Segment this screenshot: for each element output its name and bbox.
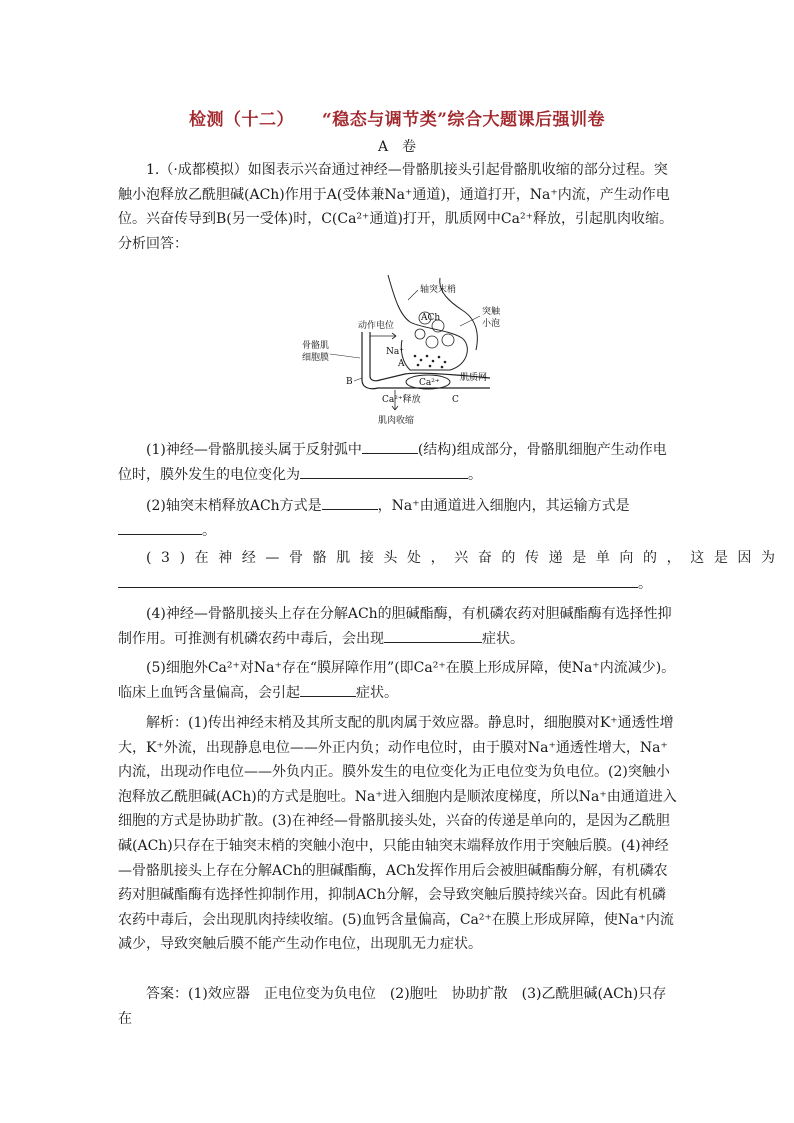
q2-blank-2[interactable] bbox=[118, 520, 202, 535]
action-potential-label: 动作电位 bbox=[358, 321, 395, 331]
sodium-label: Na⁺ bbox=[386, 347, 404, 357]
q2-blank-1[interactable] bbox=[322, 495, 378, 510]
q1-blank-2[interactable] bbox=[300, 464, 468, 479]
question-4 bbox=[118, 602, 678, 651]
q2-text-b: ，Na⁺由通道进入细胞内，其运输方式是 bbox=[377, 498, 630, 514]
q5-text-b: 症状。 bbox=[356, 684, 398, 701]
title-right: “稳态与调节类”综合大题课后强训卷 bbox=[321, 110, 606, 130]
section-subtitle: A 卷 bbox=[377, 139, 417, 155]
ca-release-label: Ca²⁺释放 bbox=[382, 395, 421, 405]
answer: 答案：(1)效应器 正电位变为负电位 (2)胞吐 协助扩散 (3)乙酰胆碱(ACh)只存在 bbox=[118, 986, 667, 1027]
analysis: 解析：(1)传出神经末梢及其所支配的肌肉属于效应器。静息时，细胞膜对K⁺通透性增大，K⁺外流，出现静息电位——外正内负；动作电位时，由于膜对Na⁺通透性增大，Na⁺内流，出现动作电位——外负内正。膜外发生的电位变化为正电位变为负电位。(2)突触小泡释放乙酰胆碱(ACh)的方式是胞吐。Na⁺进入细胞内是顺浓度梯度，所以Na⁺由通道进入细胞的方式是协助扩散。(3)在神经—骨骼肌接头处，兴奋的传递是单向的，是因为乙酰胆碱(ACh)只存在于轴突末梢的突触小泡中，只能由轴突末端释放作用于突触后膜。(4)神经—骨骼肌接头上存在分解ACh的胆碱酯酶，ACh发挥作用后会被胆碱酯酶分解，有机磷农药对胆碱酯酶有选择性抑制作用，抑制ACh分解，会导致突触后膜持续兴奋。因此有机磷农药中毒后，会出现肌肉持续收缩。(5)血钙含量偏高，Ca²⁺在膜上形成屏障，使Na⁺内流减少，导致突触后膜不能产生动作电位，出现肌无力症状。 bbox=[118, 715, 677, 953]
page-title bbox=[0, 105, 794, 130]
q4-text-b: 症状。 bbox=[482, 630, 524, 647]
muscle-contraction-label: 肌肉收缩 bbox=[378, 416, 415, 426]
label-a: A bbox=[398, 359, 405, 369]
q2-text-c: 。 bbox=[202, 522, 216, 539]
label-c: C bbox=[452, 395, 459, 405]
neuromuscular-junction-diagram bbox=[300, 270, 515, 430]
q3-text-a: (3)在神经—骨骼肌接头处，兴奋的传递是单向的，这是因为 bbox=[146, 550, 785, 566]
question-intro: 1.（·成都模拟）如图表示兴奋通过神经—骨骼肌接头引起骨骼肌收缩的部分过程。突触小泡释放乙酰胆碱(ACh)作用于A(受体兼Na⁺通道)，通道打开，Na⁺内流，产生动作电位。兴奋传导到B(另一受体)时，C(Ca²⁺通道)打开，肌质网中Ca²⁺释放，引起肌肉收缩。分析回答： bbox=[118, 162, 673, 252]
axon-terminal-label: 轴突末梢 bbox=[420, 285, 457, 295]
muscle-membrane-label-1: 骨骼肌 bbox=[302, 341, 330, 351]
q3-text-c: 。 bbox=[638, 576, 652, 592]
muscle-membrane-label-2: 细胞膜 bbox=[302, 353, 330, 363]
q2-text-a: (2)轴突末梢释放ACh方式是 bbox=[146, 498, 322, 514]
sarcoplasmic-reticulum-label: 肌质网 bbox=[460, 373, 488, 383]
question-2 bbox=[118, 494, 678, 543]
q5-blank[interactable] bbox=[300, 682, 356, 697]
title-left: 检测（十二） bbox=[188, 110, 294, 130]
question-3-blank-line bbox=[118, 572, 678, 596]
q5-text-a: (5)细胞外Ca²⁺对Na⁺存在“膜屏障作用”(即Ca²⁺在膜上形成屏障，使Na⁺内流减少)。临床上血钙含量偏高，会引起 bbox=[118, 660, 676, 701]
question-3 bbox=[118, 546, 785, 570]
label-b: B bbox=[346, 377, 353, 387]
q3-blank[interactable] bbox=[118, 573, 638, 588]
vesicle-label-1: 突触 bbox=[482, 307, 501, 317]
q4-blank[interactable] bbox=[384, 628, 482, 643]
q1-blank-1[interactable] bbox=[362, 439, 418, 454]
q1-text-c: 。 bbox=[468, 466, 482, 483]
q1-text-b: (结构)组成部分，骨骼肌细胞产生动作电位时，膜外发生的电位变化为 bbox=[118, 442, 667, 483]
vesicle-label-2: 小泡 bbox=[482, 319, 501, 329]
q1-text-a: (1)神经—骨骼肌接头属于反射弧中 bbox=[146, 442, 362, 458]
ca-label: Ca²⁺ bbox=[419, 378, 440, 388]
q4-text-a: (4)神经—骨骼肌接头上存在分解ACh的胆碱酯酶，有机磷农药对胆碱酯酶有选择性抑制作用。可推测有机磷农药中毒后，会出现 bbox=[118, 606, 672, 647]
question-1 bbox=[118, 438, 678, 487]
question-5 bbox=[118, 656, 678, 705]
vesicle-ach-label: ACh bbox=[421, 313, 441, 323]
